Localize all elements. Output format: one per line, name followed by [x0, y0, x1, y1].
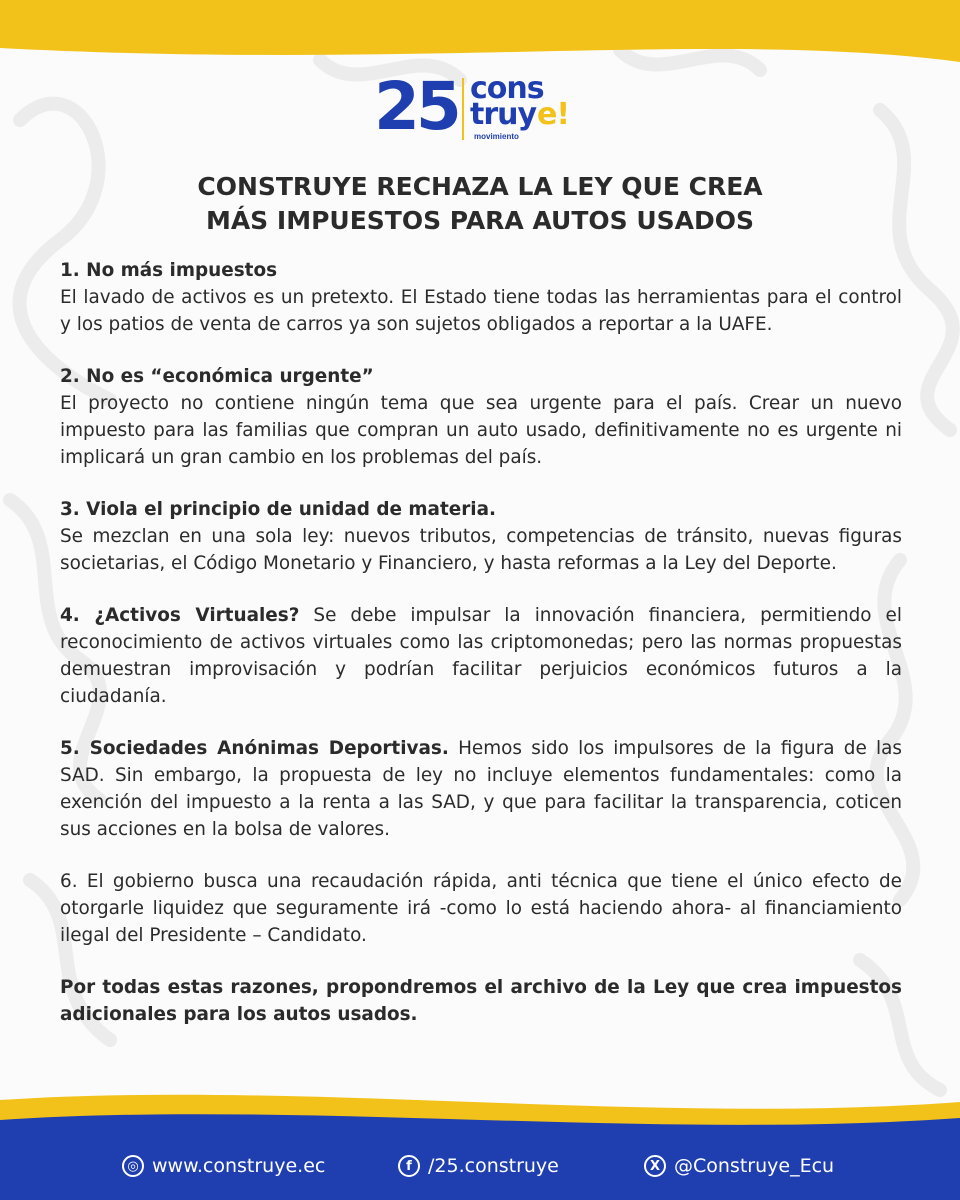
logo-text-accent: e!	[537, 97, 570, 132]
construye-logo	[374, 70, 594, 150]
point-3	[60, 496, 902, 577]
globe-icon: ◎	[122, 1155, 144, 1177]
point-4-heading: 4. ¿Activos Virtuales?	[60, 605, 300, 626]
logo-text-line1: cons	[470, 71, 544, 106]
logo-tagline: movimiento	[474, 132, 519, 141]
footer-website-text: www.construye.ec	[152, 1155, 326, 1177]
point-6-body: 6. El gobierno busca una recaudación rápida, anti técnica que tiene el único efecto de otorgarle liquidez que seguramente irá -como lo está haciendo ahora- al financiamiento ilegal del Presidente – Candidato.	[60, 871, 902, 946]
point-5-body: Hemos sido los impulsores de la figura de las SAD. Sin embargo, la propuesta de ley no incluye elementos fundamentales: como la exención del impuesto a la renta a las SAD, y que para facilitar la transparencia, coticen sus acciones en la bolsa de valores.	[60, 738, 902, 840]
footer-facebook-text: /25.construye	[428, 1155, 559, 1177]
point-1-heading: 1. No más impuestos	[60, 260, 278, 281]
footer-twitter-text: @Construye_Ecu	[674, 1155, 835, 1177]
logo-divider	[462, 78, 464, 140]
point-5	[60, 735, 902, 843]
conclusion	[60, 974, 902, 1028]
title-line-1: CONSTRUYE RECHAZA LA LEY QUE CREA	[197, 172, 763, 201]
point-3-heading: 3. Viola el principio de unidad de materia.	[60, 499, 496, 520]
point-1-body: El lavado de activos es un pretexto. El Estado tiene todas las herramientas para el control y los patios de venta de carros ya son sujetos obligados a reportar a la UAFE.	[60, 287, 902, 335]
footer-website[interactable]	[122, 1155, 325, 1177]
logo-text-line2: truy	[470, 97, 537, 132]
point-4-body: Se debe impulsar la innovación financiera, permitiendo el reconocimiento de activos virtuales como las criptomonedas; pero las normas propuestas demuestran improvisación y podrían facilitar perjuicios económicos futuros a la ciudadanía.	[60, 605, 902, 707]
footer-facebook[interactable]	[398, 1155, 559, 1177]
point-4	[60, 602, 902, 710]
top-banner-yellow	[0, 0, 960, 62]
x-twitter-icon: X	[644, 1155, 666, 1177]
footer-twitter[interactable]	[644, 1155, 834, 1177]
point-3-body: Se mezclan en una sola ley: nuevos tributos, competencias de tránsito, nuevas figuras societarias, el Código Monetario y Financiero, y hasta reformas a la Ley del Deporte.	[60, 526, 902, 574]
title-line-2: MÁS IMPUESTOS PARA AUTOS USADOS	[205, 206, 755, 235]
point-2-heading: 2. No es “económica urgente”	[60, 366, 374, 387]
point-1	[60, 257, 902, 338]
point-6	[60, 868, 902, 949]
main-content	[60, 257, 902, 1053]
logo-number: 25	[374, 68, 458, 145]
point-2	[60, 363, 902, 471]
facebook-icon: f	[398, 1155, 420, 1177]
point-5-heading: 5. Sociedades Anónimas Deportivas.	[60, 738, 449, 759]
conclusion-text: Por todas estas razones, propondremos el archivo de la Ley que crea impuestos adicionales para los autos usados.	[60, 977, 902, 1025]
point-2-body: El proyecto no contiene ningún tema que sea urgente para el país. Crear un nuevo impuesto para las familias que compran un auto usado, definitivamente no es urgente ni implicará un gran cambio en los problemas del país.	[60, 393, 902, 468]
